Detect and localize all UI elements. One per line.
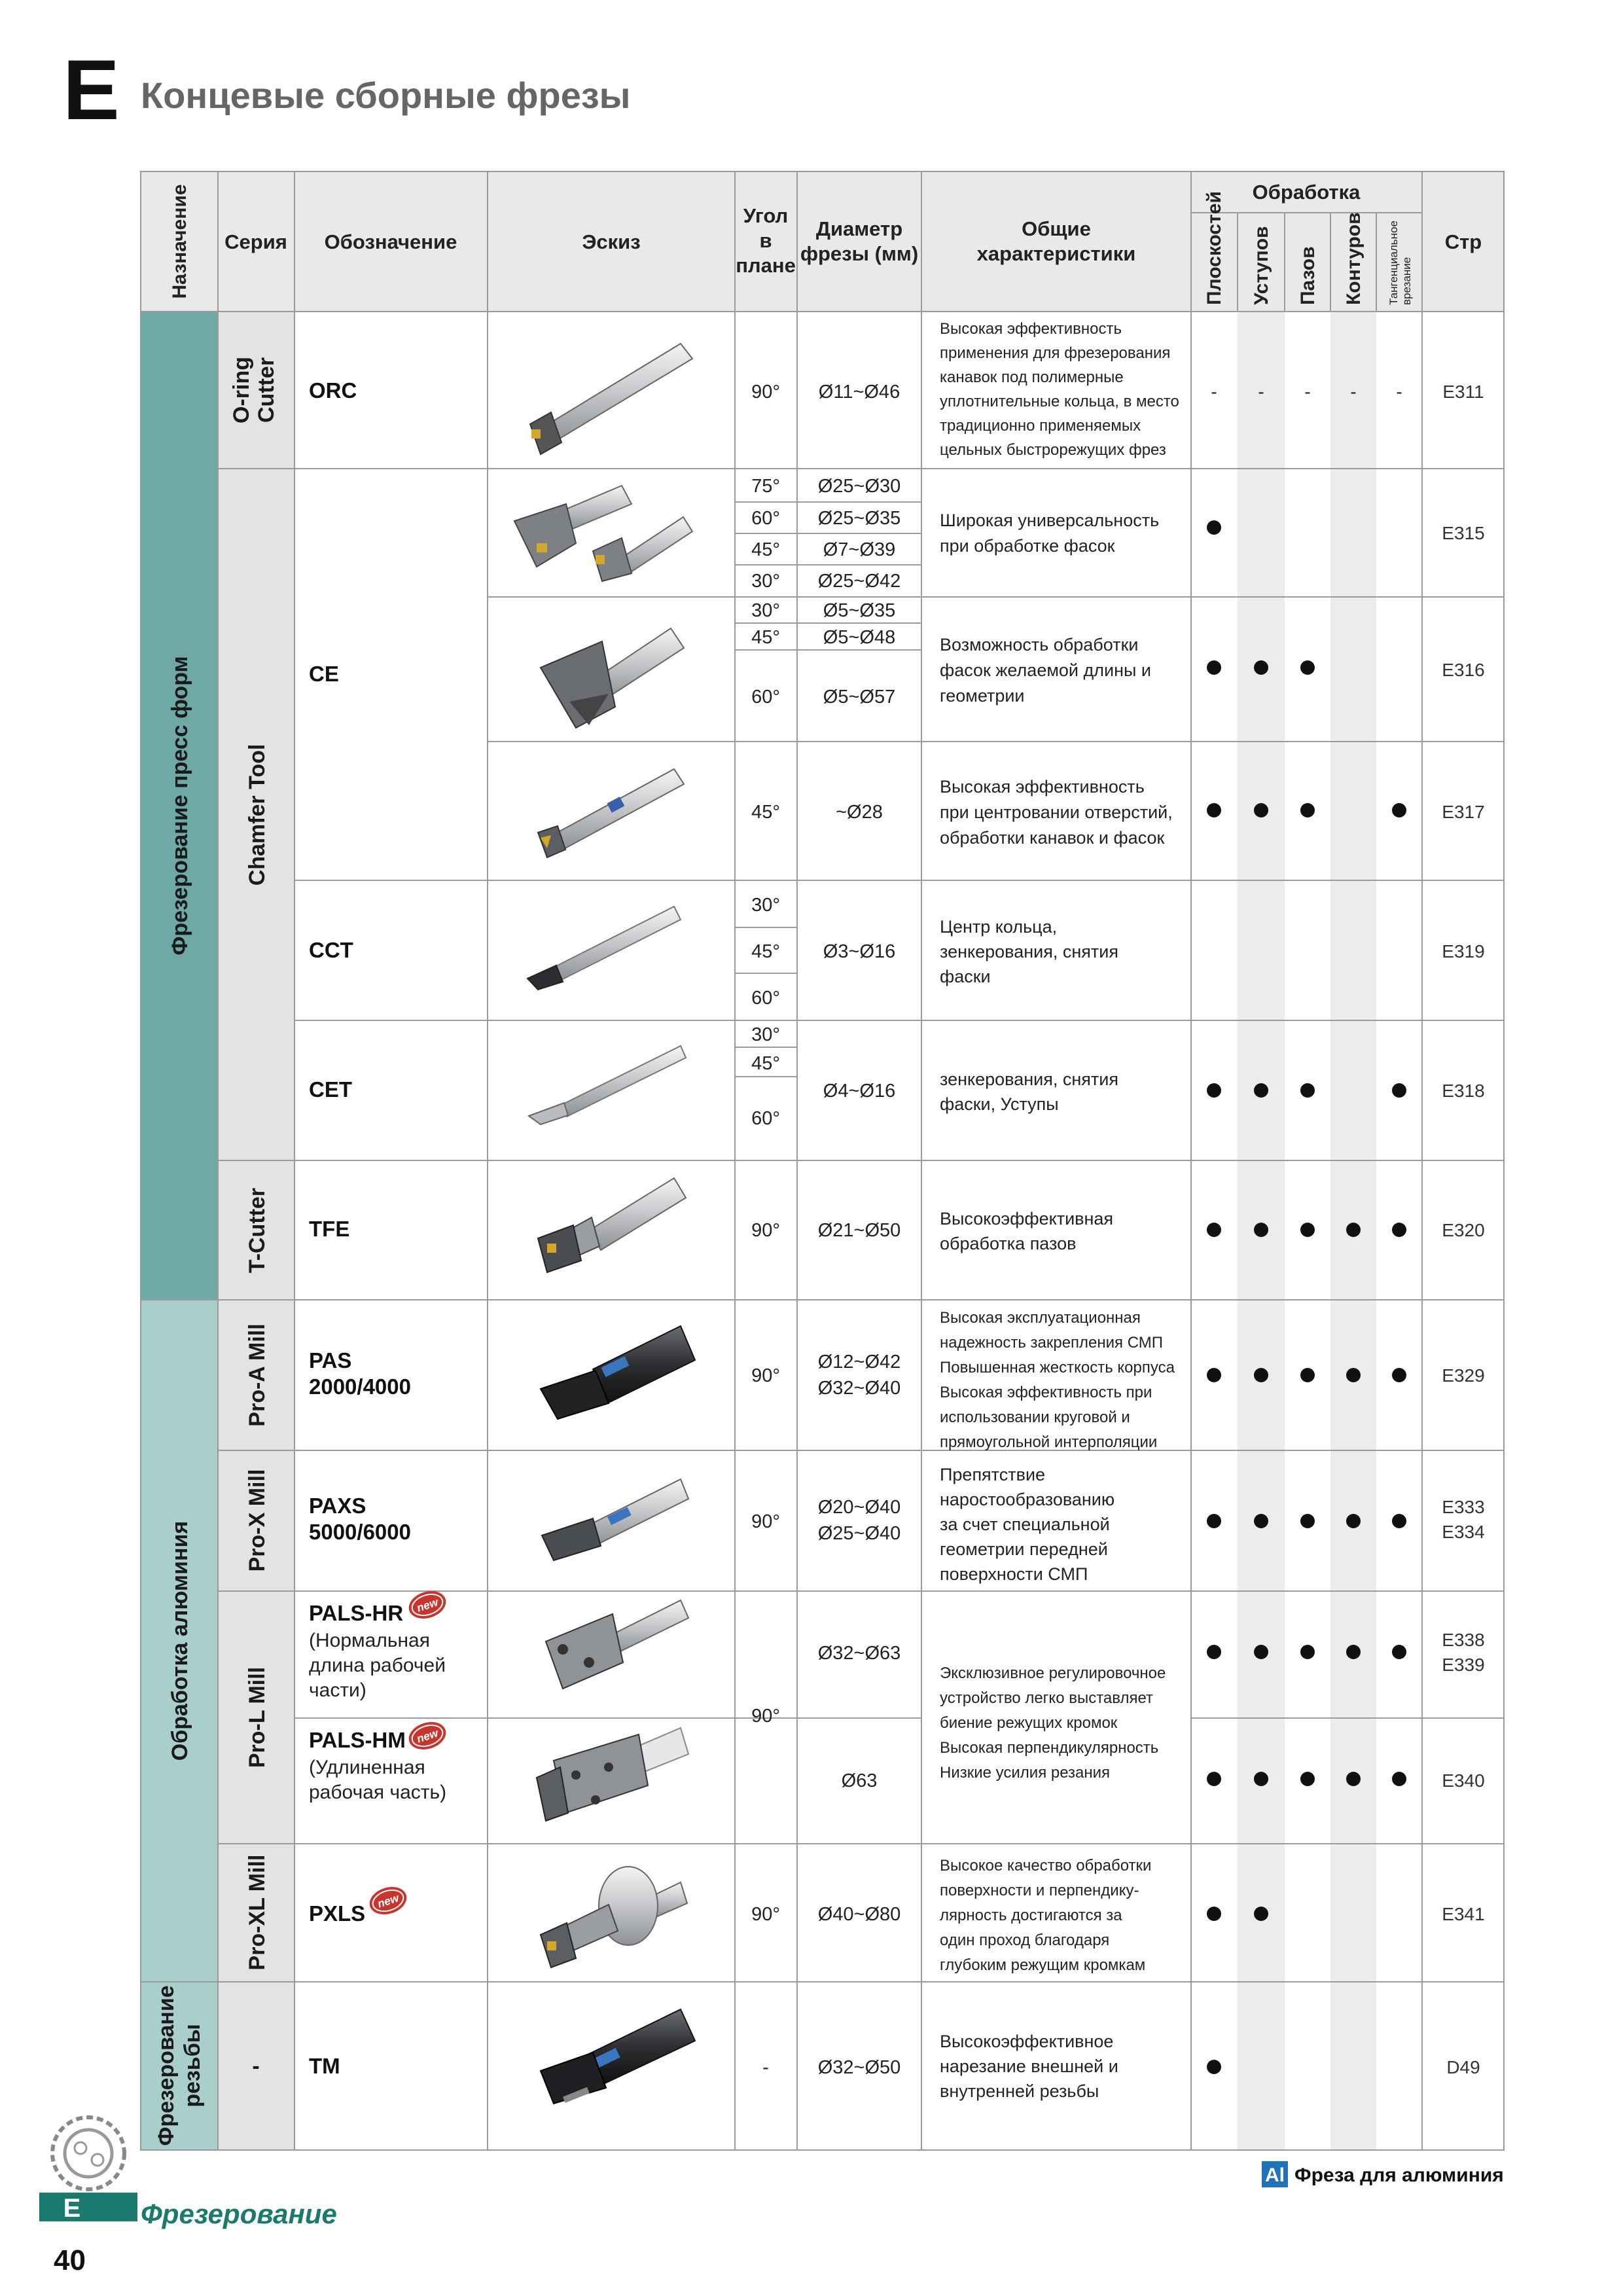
sketch-ce-chamfer-2 (541, 628, 684, 728)
angle-ce-4: 30° (751, 571, 780, 592)
char-orc-4: уплотнительные кольца, в место (940, 393, 1179, 410)
designation-tm: TM (309, 2054, 340, 2078)
purpose-label-thread: Фрезерование (154, 1985, 179, 2146)
processing-dot (1300, 1083, 1315, 1098)
footer-section-title: Фрезерование (141, 2198, 337, 2229)
dash: - (1211, 382, 1217, 402)
char-pas-5: использовании круговой и (940, 1408, 1130, 1426)
sketch-ce-chamfer-1 (514, 486, 692, 581)
processing-dot (1300, 1368, 1315, 1382)
series-label-oring-2: Cutter (254, 357, 279, 423)
char-tm-2: нарезание внешней и (940, 2056, 1118, 2076)
processing-dot (1207, 803, 1221, 817)
processing-dot (1392, 1514, 1406, 1528)
processing-dot (1392, 1368, 1406, 1382)
processing-dot (1346, 1514, 1361, 1528)
designation-pas: PAS (309, 1348, 352, 1372)
diameter-cct: Ø3~Ø16 (823, 941, 896, 962)
processing-dot (1346, 1223, 1361, 1237)
char-cct-2: зенкерования, снятия (940, 942, 1118, 961)
sketch-pas (541, 1326, 695, 1419)
processing-dot (1392, 803, 1406, 817)
page-ref-tfe: E320 (1442, 1220, 1485, 1240)
page-refs (1442, 382, 1484, 2077)
diameter-ce-2: Ø25~Ø35 (817, 508, 901, 529)
angles (751, 382, 780, 2078)
page-ref-tm: D49 (1446, 2057, 1480, 2077)
header-proc-slot: Пазов (1297, 246, 1319, 305)
char-pals-4: Высокая перпендикулярность (940, 1739, 1159, 1757)
processing-dot (1254, 803, 1268, 817)
header-proc-tangential-1: Тангенциальное (1387, 221, 1400, 305)
svg-text:new: new (415, 1596, 440, 1615)
header-proc-contour: Контуров (1343, 212, 1364, 305)
char-pas-1: Высокая эксплуатационная (940, 1309, 1141, 1327)
angle-cct-1: 30° (751, 895, 780, 916)
char-pxls-3: лярность достигаются за (940, 1907, 1122, 1924)
char-tfe-2: обработка пазов (940, 1234, 1077, 1253)
page-number: 40 (54, 2244, 86, 2276)
processing-dot (1300, 1772, 1315, 1786)
page-ref-cct: E319 (1442, 941, 1485, 961)
processing-dot (1254, 1083, 1268, 1098)
header-angle-1: Угол (743, 204, 789, 227)
page-ref-cet: E318 (1442, 1081, 1485, 1101)
page-ref-pals-hr-1: E338 (1442, 1630, 1485, 1650)
purpose-label-aluminium: Обработка алюминия (168, 1520, 192, 1761)
processing-dot (1207, 1907, 1221, 1921)
diameter-ce2-3: Ø5~Ø57 (823, 687, 896, 708)
processing-dot (1254, 1514, 1268, 1528)
header-sketch: Эскиз (582, 230, 641, 253)
processing-dot (1207, 1083, 1221, 1098)
processing-dot (1254, 660, 1268, 675)
processing-dot (1392, 1772, 1406, 1786)
angle-ce2-1: 30° (751, 600, 780, 621)
dash: - (1396, 382, 1402, 402)
char-ce2-2: фасок желаемой длины и (940, 660, 1151, 680)
processing-dot (1254, 1645, 1268, 1659)
series-label-proxl: Pro-XL Mill (245, 1854, 270, 1971)
designation-paxs-2: 5000/6000 (309, 1520, 411, 1544)
char-pals-2: устройство легко выставляет (940, 1689, 1154, 1707)
sketch-pxls (541, 1867, 687, 1967)
designation-tfe: TFE (309, 1217, 350, 1241)
svg-text:new: new (376, 1892, 401, 1910)
char-pas-3: Повышенная жесткость корпуса (940, 1359, 1175, 1376)
diameter-tm: Ø32~Ø50 (817, 2057, 901, 2078)
processing-dot (1300, 1645, 1315, 1659)
diameter-pas-2: Ø32~Ø40 (817, 1378, 901, 1399)
char-ce2-3: геометрии (940, 686, 1025, 706)
processing-dot (1254, 1223, 1268, 1237)
angle-cct-3: 60° (751, 988, 780, 1009)
designation-paxs: PAXS (309, 1494, 366, 1518)
angle-cet-2: 45° (751, 1053, 780, 1074)
processing-dot (1346, 1368, 1361, 1382)
diameter-paxs-2: Ø25~Ø40 (817, 1523, 901, 1544)
processing-dot (1207, 1645, 1221, 1659)
header-purpose: Назначение (169, 184, 190, 299)
designation-ce: CE (309, 662, 339, 686)
char-paxs-2: наростообразованию (940, 1490, 1115, 1509)
purpose-band-thread (141, 1982, 218, 2150)
char-pxls-4: один проход благодаря (940, 1931, 1110, 1949)
section-letter: E (63, 42, 120, 137)
processing-dot (1207, 1223, 1221, 1237)
processing-dot (1254, 1368, 1268, 1382)
page-ref-paxs-1: E333 (1442, 1497, 1485, 1517)
diameter-ce-3: Ø7~Ø39 (823, 539, 896, 560)
processing-dot (1300, 1514, 1315, 1528)
designation-pals-hm-sub-2: рабочая часть) (309, 1782, 447, 1803)
angle-tm: - (762, 2057, 769, 2078)
diameter-cet: Ø4~Ø16 (823, 1081, 896, 1102)
series-label-tcutter: T-Cutter (245, 1187, 270, 1274)
designation-pals-hr-sub-2: длина рабочей (309, 1655, 446, 1676)
designation-pals-hr-sub-3: части) (309, 1679, 366, 1701)
angle-ce-2: 60° (751, 508, 780, 529)
new-badge (405, 1717, 450, 1754)
diameter-tfe: Ø21~Ø50 (817, 1220, 901, 1241)
processing-dot (1300, 803, 1315, 817)
sketch-ce-chamfer-3 (538, 769, 684, 857)
svg-text:new: new (415, 1727, 440, 1746)
angle-cet-3: 60° (751, 1108, 780, 1129)
page-title: Концевые сборные фрезы (141, 75, 631, 116)
header-angle-3: плане (736, 254, 796, 277)
new-badge (405, 1587, 450, 1623)
processing-dot (1392, 1223, 1406, 1237)
header-processing: Обработка (1252, 181, 1361, 204)
char-pals-5: Низкие усилия резания (940, 1764, 1111, 1782)
purpose-label-mold: Фрезерование пресс форм (168, 656, 192, 956)
page-ref-ce1: E315 (1442, 523, 1485, 543)
header-series: Серия (224, 230, 287, 253)
processing-dot (1207, 1514, 1221, 1528)
char-ce2-1: Возможность обработки (940, 635, 1139, 655)
page-ref-ce3: E317 (1442, 802, 1485, 822)
diameter-orc: Ø11~Ø46 (818, 382, 901, 403)
diameters (818, 382, 901, 2078)
char-paxs-1: Препятствие (940, 1465, 1046, 1484)
series-label-oring: O-ring (229, 357, 254, 423)
legend-text: Фреза для алюминия (1294, 2164, 1504, 2186)
char-pals-3: биение режущих кромок (940, 1714, 1118, 1732)
dash: - (1350, 382, 1357, 402)
angle-cet-1: 30° (751, 1024, 780, 1045)
dash: - (1304, 382, 1311, 402)
designation-pxls: PXLS (309, 1901, 366, 1926)
char-ce3-2: при центровании отверстий, (940, 802, 1173, 822)
page-ref-ce2: E316 (1442, 660, 1485, 680)
char-orc-1: Высокая эффективность (940, 320, 1122, 338)
designation-pals-hr-sub-1: (Нормальная (309, 1630, 430, 1651)
processing-dot (1392, 1645, 1406, 1659)
angle-ce-1: 75° (751, 476, 780, 497)
header-page: Стр (1444, 230, 1482, 253)
char-pxls-5: глубоким режущим кромкам (940, 1956, 1146, 1974)
char-cet-2: фаски, Уступы (940, 1094, 1059, 1114)
diameter-pals-hm: Ø63 (841, 1770, 878, 1791)
page-ref-orc: E311 (1442, 382, 1484, 402)
diameter-pas-1: Ø12~Ø42 (817, 1352, 901, 1372)
diameter-ce-1: Ø25~Ø30 (817, 476, 901, 497)
page-ref-pxls: E341 (1442, 1904, 1485, 1924)
characteristics (940, 320, 1179, 2101)
diameter-paxs-1: Ø20~Ø40 (817, 1497, 901, 1518)
page-ref-pals-hr-2: E339 (1442, 1655, 1485, 1675)
char-pxls-2: поверхности и перпендику- (940, 1882, 1139, 1899)
char-pas-2: надежность закрепления СМП (940, 1334, 1164, 1352)
header-diameter-1: Диаметр (815, 217, 903, 240)
angle-ce2-3: 60° (751, 687, 780, 708)
diameter-pxls: Ø40~Ø80 (817, 1904, 901, 1925)
designation-cct: CCT (309, 938, 353, 962)
processing-dot (1207, 1368, 1221, 1382)
header-diameter-2: фрезы (мм) (800, 242, 919, 265)
page-ref-paxs-2: E334 (1442, 1522, 1485, 1542)
angle-orc: 90° (751, 382, 780, 403)
char-pas-4: Высокая эффективность при (940, 1384, 1152, 1401)
new-badge (366, 1882, 410, 1919)
char-paxs-3: за счет специальной (940, 1515, 1110, 1534)
gear-logo-icon (52, 2117, 124, 2189)
header-angle-2: в (759, 229, 772, 252)
processing-dot (1300, 660, 1315, 675)
angle-pas: 90° (751, 1365, 780, 1386)
diameter-pals-hr: Ø32~Ø63 (817, 1643, 901, 1664)
header-characteristics-1: Общие (1022, 217, 1091, 240)
char-paxs-5: поверхности СМП (940, 1564, 1088, 1584)
angle-ce-3: 45° (751, 539, 780, 560)
char-pals-1: Эксклюзивное регулировочное (940, 1664, 1166, 1682)
processing-dot (1300, 1223, 1315, 1237)
char-tm-3: внутренней резьбы (940, 2081, 1099, 2101)
char-orc-2: применения для фрезерования (940, 344, 1171, 362)
angle-paxs: 90° (751, 1511, 780, 1532)
char-cct-1: Центр кольца, (940, 917, 1058, 937)
sketch-tm (541, 2009, 695, 2104)
processing-dot (1346, 1645, 1361, 1659)
sketch-tfe (538, 1178, 686, 1272)
header-proc-shoulder: Уступов (1251, 226, 1272, 305)
al-badge-text: Al (1265, 2164, 1285, 2186)
designation-pals-hr: PALS-HR (309, 1601, 404, 1625)
designation-orc: ORC (309, 378, 357, 403)
section-tab (39, 2193, 137, 2221)
series-label-prol: Pro-L Mill (245, 1666, 270, 1768)
series-label-prox: Pro-X Mill (245, 1469, 270, 1572)
char-cet-1: зенкерования, снятия (940, 1069, 1118, 1089)
diameter-ce2-2: Ø5~Ø48 (823, 627, 896, 648)
page-ref-pas: E329 (1442, 1365, 1485, 1386)
sketch-cct (527, 906, 681, 990)
legend-aluminium (1262, 2161, 1504, 2187)
processing-dot (1254, 1772, 1268, 1786)
series-label-chamfer: Chamfer Tool (245, 744, 270, 886)
sketch-orc-cutter (530, 344, 692, 454)
diameter-ce2-1: Ø5~Ø35 (823, 600, 896, 621)
header-characteristics-2: характеристики (976, 242, 1136, 265)
diameter-ce3: ~Ø28 (836, 802, 883, 823)
sketch-pals-hm (537, 1728, 688, 1821)
char-orc-3: канавок под полимерные (940, 368, 1124, 386)
char-orc-5: традиционно применяемых (940, 417, 1141, 435)
sketch-cet (529, 1046, 686, 1124)
processing-dot (1207, 520, 1221, 535)
char-pas-6: прямоугольной интерполяции (940, 1433, 1158, 1451)
angle-cct-2: 45° (751, 941, 780, 962)
angle-tfe: 90° (751, 1220, 780, 1241)
header-proc-tangential-2: врезание (1400, 257, 1413, 305)
char-tfe-1: Высокоэффективная (940, 1209, 1114, 1229)
char-pxls-1: Высокое качество обработки (940, 1857, 1152, 1874)
angle-pals: 90° (751, 1706, 780, 1727)
series-label-thread: - (252, 2054, 260, 2079)
char-tm-1: Высокоэффективное (940, 2032, 1114, 2051)
processing-dot (1207, 660, 1221, 675)
angle-ce2-2: 45° (751, 627, 780, 648)
designation-cet: CET (309, 1077, 352, 1102)
angle-ce3: 45° (751, 802, 780, 823)
processing-dot (1207, 1772, 1221, 1786)
designation-pals-hm-sub-1: (Удлиненная (309, 1757, 425, 1778)
diameter-ce-4: Ø25~Ø42 (817, 571, 901, 592)
page-ref-pals-hm: E340 (1442, 1770, 1485, 1791)
char-ce3-3: обработки канавок и фасок (940, 828, 1165, 848)
char-ce1-2: при обработке фасок (940, 536, 1115, 556)
char-orc-6: цельных быстрорежущих фрез (940, 441, 1166, 459)
char-ce3-1: Высокая эффективность (940, 777, 1145, 797)
char-ce1-1: Широкая универсальность (940, 511, 1160, 530)
designation-pas-2: 2000/4000 (309, 1374, 411, 1399)
sketch-paxs (542, 1479, 688, 1560)
footer-section-letter: E (63, 2194, 81, 2223)
char-cct-3: фаски (940, 967, 991, 986)
sketch-pals-hr (546, 1600, 688, 1689)
dash: - (1258, 382, 1264, 402)
purpose-label-thread-2: резьбы (180, 2024, 205, 2108)
processing-dot (1392, 1083, 1406, 1098)
processing-dot (1254, 1907, 1268, 1921)
header-proc-flat: Плоскостей (1204, 191, 1225, 305)
designation-pals-hm: PALS-HM (309, 1728, 406, 1752)
processing-dot (1207, 2060, 1221, 2074)
header-designation: Обозначение (324, 230, 457, 253)
angle-pxls: 90° (751, 1904, 780, 1925)
series-label-proa: Pro-A Mill (245, 1323, 270, 1427)
processing-dot (1346, 1772, 1361, 1786)
char-paxs-4: геометрии передней (940, 1539, 1108, 1559)
